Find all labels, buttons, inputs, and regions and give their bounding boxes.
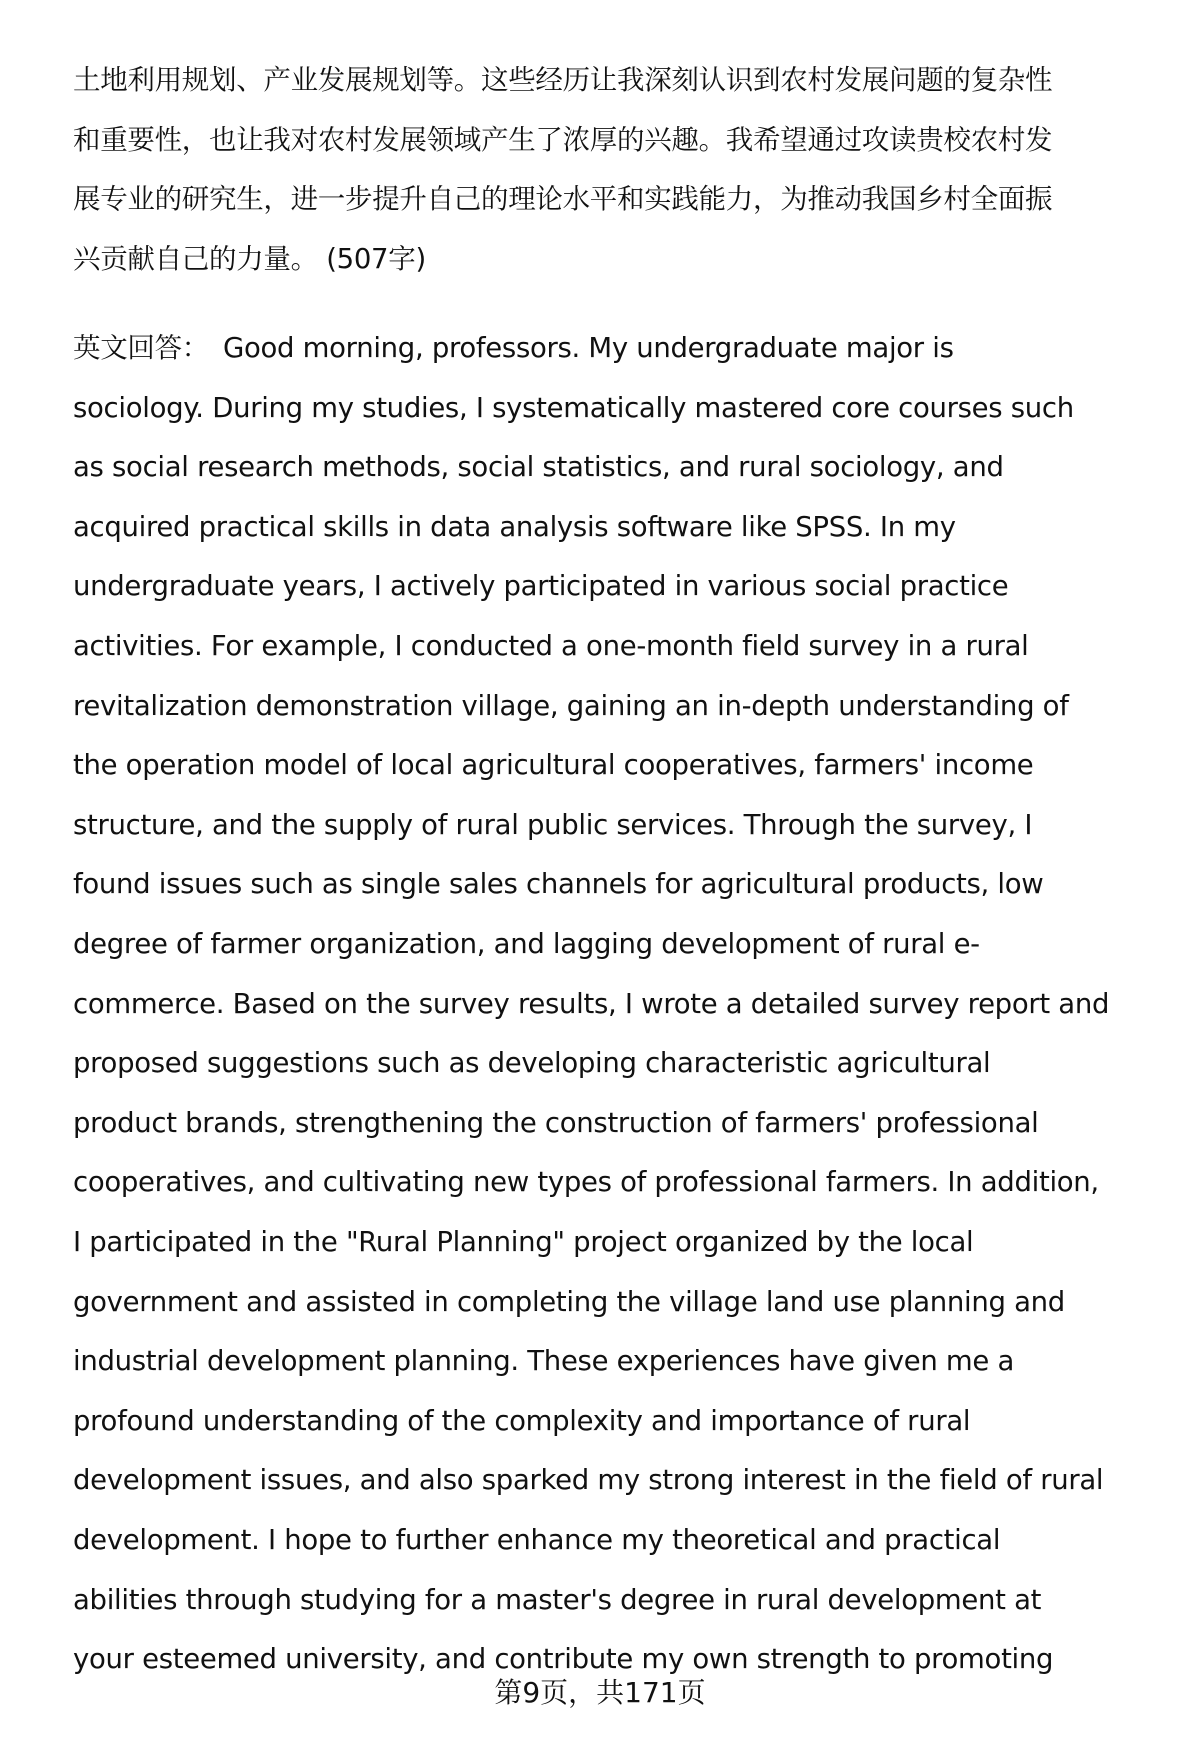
text-line: structure, and the supply of rural public services. Through the survey, I [73, 808, 1033, 841]
text-line: industrial development planning. These experiences have given me a [73, 1345, 1015, 1378]
text-line: 兴贡献自己的力量。 (507字) [73, 242, 426, 275]
text-line: 土地利用规划、产业发展规划等。这些经历让我深刻认识到农村发展问题的复杂性 [73, 64, 1053, 96]
text-line: 展专业的研究生，进一步提升自己的理论水平和实践能力，为推动我国乡村全面振 [73, 183, 1053, 216]
text-line: product brands, strengthening the construction of farmers' professional [73, 1106, 1039, 1139]
text-line: sociology. During my studies, I systematically mastered core courses such [73, 391, 1074, 424]
text-line: activities. For example, I conducted a one-month field survey in a rural [73, 630, 1029, 662]
text-line-content: Good morning, professors. My undergraduate major is [223, 332, 954, 364]
text-line: found issues such as single sales channels for agricultural products, low [73, 868, 1044, 901]
text-line: abilities through studying for a master's degree in rural development at [73, 1583, 1042, 1616]
text-line: development issues, and also sparked my strong interest in the field of rural [73, 1464, 1104, 1497]
text-line [73, 331, 954, 365]
text-line: your esteemed university, and contribute my own strength to promoting [73, 1643, 1054, 1676]
text-line: government and assisted in completing the village land use planning and [73, 1285, 1065, 1318]
text-line: commerce. Based on the survey results, I wrote a detailed survey report and [73, 987, 1110, 1020]
text-line: cooperatives, and cultivating new types of professional farmers. In addition, [73, 1166, 1099, 1199]
text-line: development. I hope to further enhance my theoretical and practical [73, 1524, 1001, 1556]
page-indicator: 第9页，共171页 [494, 1676, 706, 1709]
english-answer-label: 英文回答： [73, 332, 209, 364]
text-line: the operation model of local agricultural cooperatives, farmers' income [73, 749, 1034, 782]
text-line: revitalization demonstration village, gaining an in-depth understanding of [73, 689, 1069, 722]
text-line: degree of farmer organization, and lagging development of rural e- [73, 928, 980, 960]
text-line: undergraduate years, I actively participated in various social practice [73, 570, 1009, 603]
text-line: profound understanding of the complexity and importance of rural [73, 1404, 971, 1437]
text-line: 和重要性，也让我对农村发展领域产生了浓厚的兴趣。我希望通过攻读贵校农村发 [73, 123, 1053, 156]
text-line: as social research methods, social statistics, and rural sociology, and [73, 451, 1004, 484]
text-line: proposed suggestions such as developing characteristic agricultural [73, 1047, 991, 1080]
text-line: acquired practical skills in data analysis software like SPSS. In my [73, 510, 956, 543]
text-line: I participated in the "Rural Planning" project organized by the local [73, 1226, 974, 1258]
